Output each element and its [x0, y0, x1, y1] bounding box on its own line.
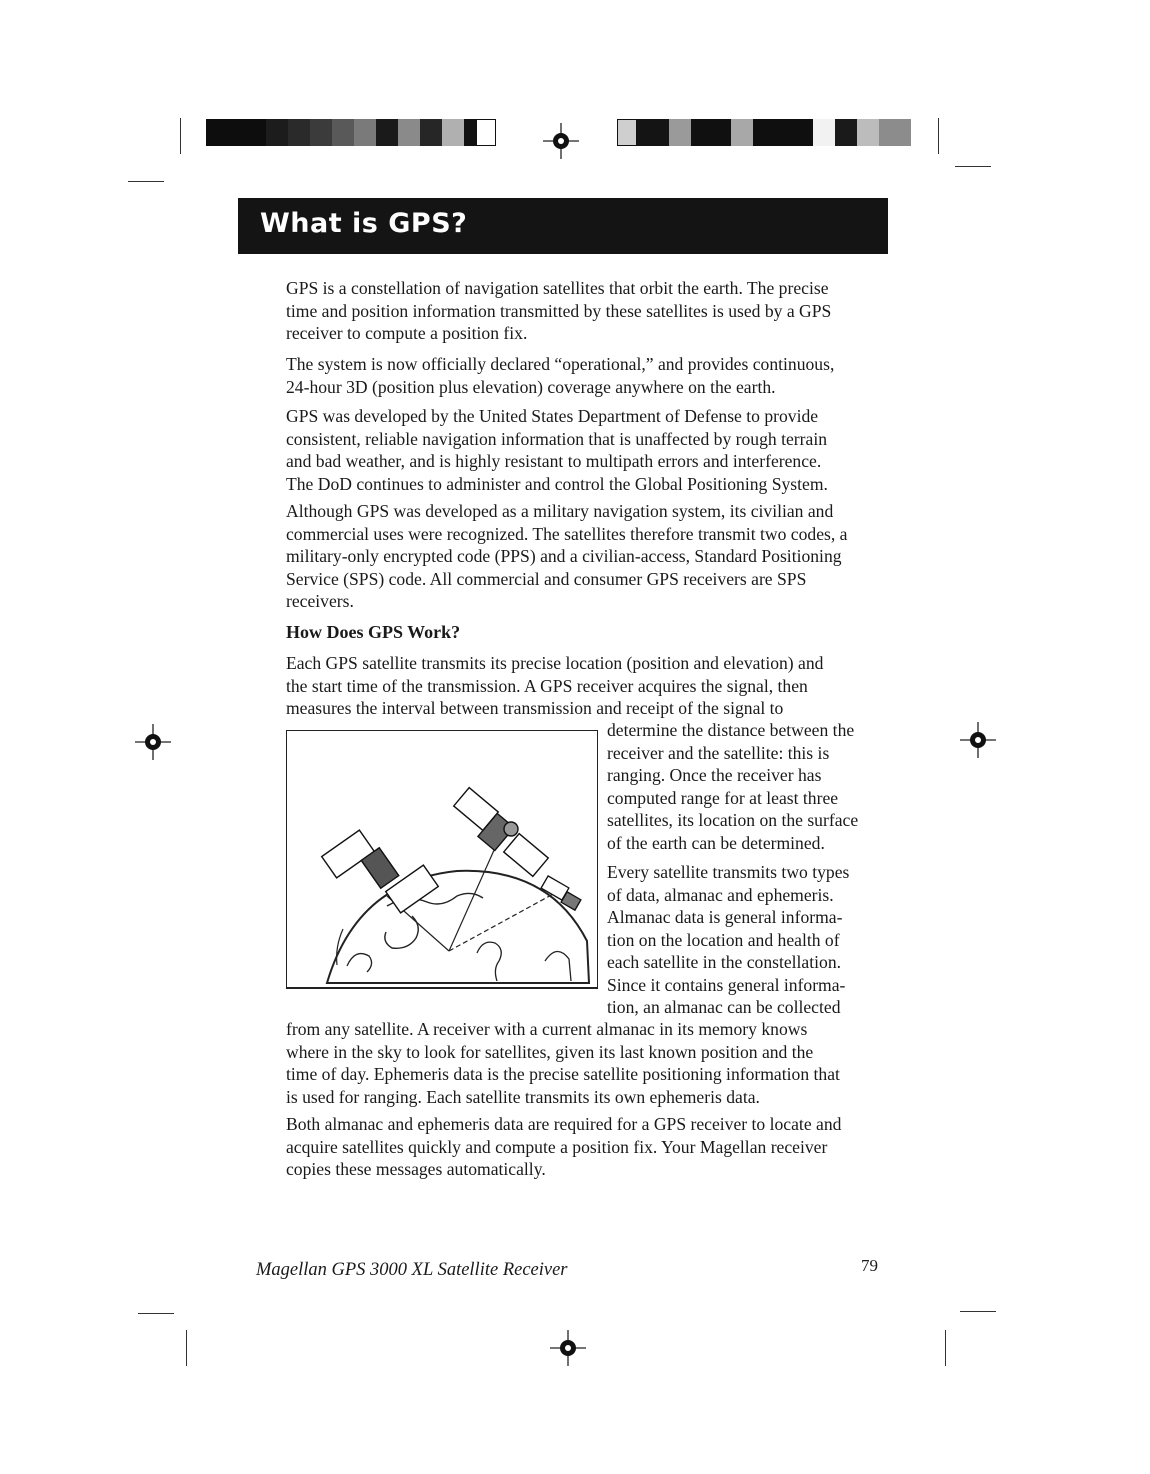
paragraph-data-types-side — [607, 861, 849, 1019]
text-line: time of day. Ephemeris data is the precise satellite positioning information that — [286, 1064, 840, 1084]
color-bar-right — [617, 119, 911, 146]
text-line: is used for ranging. Each satellite transmits its own ephemeris data. — [286, 1086, 760, 1107]
text-line: GPS is a constellation of navigation satellites that orbit the earth. The precise — [286, 278, 829, 298]
text-line: Each GPS satellite transmits its precise location (position and elevation) and — [286, 653, 824, 673]
text-line: satellites, its location on the surface — [607, 810, 859, 830]
paragraph-gps-intro — [286, 277, 831, 345]
text-line: the start time of the transmission. A GPS receiver acquires the signal, then — [286, 675, 808, 696]
gps-satellites-earth-illustration — [287, 731, 595, 985]
text-line: Although GPS was developed as a military navigation system, its civilian and — [286, 501, 834, 521]
text-line: military-only encrypted code (PPS) and a civilian-access, Standard Positioning — [286, 546, 842, 566]
text-line: receiver to compute a position fix. — [286, 323, 528, 343]
text-line: computed range for at least three — [607, 787, 839, 808]
paragraph-fix — [286, 1113, 841, 1181]
text-line: Both almanac and ephemeris data are required for a GPS receiver to locate and — [286, 1114, 842, 1134]
text-line: Every satellite transmits two types — [607, 862, 850, 882]
text-line: determine the distance between the — [607, 720, 855, 740]
text-line: measures the interval between transmission and receipt of the signal to — [286, 698, 784, 718]
text-line: each satellite in the constellation. — [607, 952, 842, 972]
crop-mark-bottom-right-h — [960, 1311, 996, 1312]
text-line: 24-hour 3D (position plus elevation) coverage anywhere on the earth. — [286, 376, 776, 397]
footer-title: Magellan GPS 3000 XL Satellite Receiver — [256, 1260, 568, 1280]
text-line: time and position information transmitted by these satellites is used by a GPS — [286, 300, 832, 321]
text-line: consistent, reliable navigation information that is unaffected by rough terrain — [286, 428, 828, 449]
title-band — [238, 198, 888, 254]
paragraph-ranging — [286, 652, 823, 720]
crop-mark-bottom-left-h — [138, 1313, 174, 1314]
text-line: tion, an almanac can be collected — [607, 997, 841, 1017]
registration-crosshair-icon — [550, 1330, 586, 1366]
text-line: of the earth can be determined. — [607, 832, 825, 853]
paragraph-operational — [286, 353, 834, 398]
registration-crosshair-icon — [960, 722, 996, 758]
color-bar-left — [206, 119, 498, 146]
gps-figure — [286, 730, 598, 989]
page-title: What is GPS? — [260, 208, 468, 239]
text-line: from any satellite. A receiver with a current almanac in its memory knows — [286, 1019, 808, 1039]
text-line: tion on the location and health of — [607, 929, 840, 950]
text-line: The system is now officially declared “operational,” and provides continuous, — [286, 354, 835, 374]
crop-mark-bottom-right-v — [945, 1330, 946, 1366]
text-line: receivers. — [286, 591, 354, 611]
text-line: of data, almanac and ephemeris. — [607, 884, 834, 905]
text-line: copies these messages automatically. — [286, 1159, 546, 1179]
text-line: GPS was developed by the United States Department of Defense to provide — [286, 406, 819, 426]
text-line: commercial uses were recognized. The satellites therefore transmit two codes, a — [286, 523, 848, 544]
paragraph-ranging-side — [607, 719, 858, 854]
text-line: where in the sky to look for satellites, given its last known position and the — [286, 1041, 814, 1062]
text-line: ranging. Once the receiver has — [607, 765, 822, 785]
text-line: The DoD continues to administer and control the Global Positioning System. — [286, 473, 828, 494]
crop-mark-top-right-h — [955, 166, 991, 167]
text-line: acquire satellites quickly and compute a position fix. Your Magellan receiver — [286, 1136, 828, 1157]
paragraph-codes — [286, 500, 847, 613]
text-line: Since it contains general informa- — [607, 974, 846, 995]
paragraph-almanac — [286, 1018, 840, 1108]
paragraph-dod — [286, 405, 828, 495]
crop-mark-top-left-h — [128, 181, 164, 182]
page-number: 79 — [861, 1256, 878, 1275]
crop-mark-bottom-left-v — [186, 1330, 187, 1366]
text-line: receiver and the satellite: this is — [607, 742, 830, 763]
crop-mark-top-right-v — [938, 118, 939, 154]
text-line: Almanac data is general informa- — [607, 907, 843, 927]
text-line: and bad weather, and is highly resistant to multipath errors and interference. — [286, 451, 822, 471]
registration-crosshair-icon — [135, 724, 171, 760]
text-line: Service (SPS) code. All commercial and consumer GPS receivers are SPS — [286, 568, 807, 589]
crop-mark-top-left-v — [180, 118, 181, 154]
section-heading: How Does GPS Work? — [286, 622, 461, 642]
registration-crosshair-icon — [543, 123, 579, 159]
